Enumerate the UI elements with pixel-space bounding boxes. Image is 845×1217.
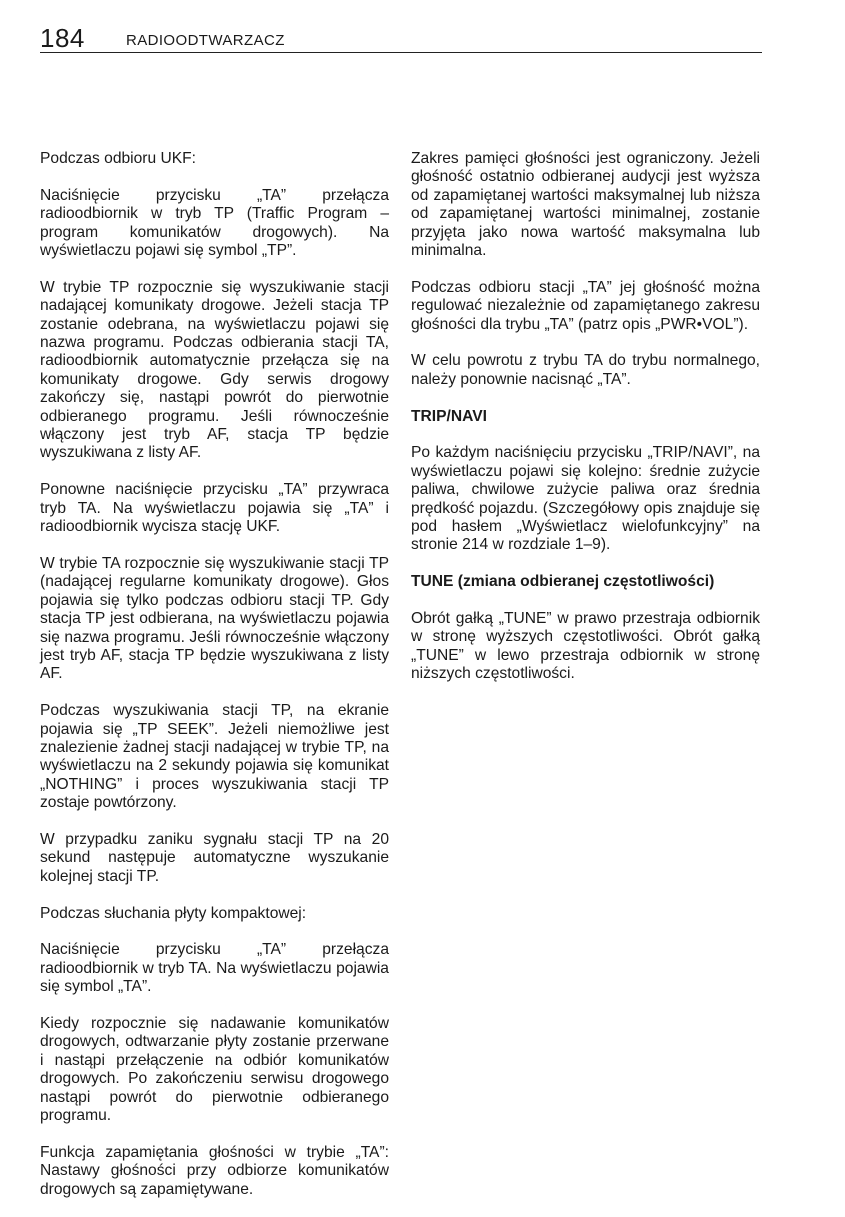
paragraph: Ponowne naciśnięcie przycisku „TA” przywraca tryb TA. Na wyświetlaczu pojawia się „TA” i radioodbiornik wycisza stację UKF. — [40, 481, 389, 536]
paragraph: Podczas wyszukiwania stacji TP, na ekranie pojawia się „TP SEEK”. Jeżeli niemożliwe jest znalezienie żadnej stacji nadającej w trybie TP, na wyświetlaczu na 2 sekundy pojawia się komunikat „NOTHING” i proces wyszukiwania stacji TP zostaje powtórzony. — [40, 702, 389, 812]
paragraph: W trybie TP rozpocznie się wyszukiwanie stacji nadającej komunikaty drogowe. Jeżeli stacja TP zostanie odebrana, na wyświetlaczu pojawi się nazwa programu. Podczas odbierania stacji TA, radioodbiornik automatycznie przełącza się na komunikaty drogowe. Gdy serwis drogowy zakończy się, nastąpi powrót do pierwotnie odbieranego programu. Jeśli równocześnie włączony jest tryb AF, stacja TP będzie wyszukiwana z listy AF. — [40, 278, 389, 462]
paragraph: Podczas odbioru stacji „TA” jej głośność można regulować niezależnie od zapamiętanego zakresu głośności dla trybu „TA” (patrz opis „PWR•VOL”). — [411, 278, 760, 333]
paragraph: Funkcja zapamiętania głośności w trybie „TA”: Nastawy głośności przy odbiorze komunikatów drogowych są zapamiętywane. — [40, 1143, 389, 1198]
paragraph: W trybie TA rozpocznie się wyszukiwanie stacji TP (nadającej regularne komunikaty drogowe). Głos pojawia się tylko podczas odbioru stacji TP. Gdy stacja TP jest odbierana, na wyświetlaczu pojawia się nazwa programu. Jeśli równocześnie włączony jest tryb AF, stacja TP będzie wyszukiwana z listy AF. — [40, 554, 389, 683]
paragraph: Po każdym naciśnięciu przycisku „TRIP/NAVI”, na wyświetlaczu pojawi się kolejno: średnie zużycie paliwa, chwilowe zużycie paliwa oraz średnia prędkość pojazdu. (Szczegółowy opis znajduje się pod hasłem „Wyświetlacz wielofunkcyjny” na stronie 214 w rozdziale 1–9). — [411, 444, 760, 554]
paragraph: Naciśnięcie przycisku „TA” przełącza radioodbiornik w tryb TP (Traffic Program – program komunikatów drogowych). Na wyświetlaczu pojawi się symbol „TP”. — [40, 186, 389, 260]
header-divider — [40, 52, 762, 53]
paragraph: Zakres pamięci głośności jest ograniczony. Jeżeli głośność ostatnio odbieranej audycji jest wyższa od zapamiętanej wartości maksymalnej lub niższa od zapamiętanej wartości minimalnej, zostanie przyjęta jako nowa wartość maksymalna lub minimalna. — [411, 150, 760, 260]
paragraph: Naciśnięcie przycisku „TA” przełącza radioodbiornik w tryb TA. Na wyświetlaczu pojawia się symbol „TA”. — [40, 941, 389, 996]
paragraph: Kiedy rozpocznie się nadawanie komunikatów drogowych, odtwarzanie płyty zostanie przerwane i nastąpi przełączenie na odbiór komunikatów drogowych. Po zakończeniu serwisu drogowego nastąpi powrót do pierwotnie odbieranego programu. — [40, 1014, 389, 1124]
page-header — [40, 24, 762, 52]
section-heading-trip-navi: TRIP/NAVI — [411, 407, 487, 425]
paragraph: Podczas odbioru UKF: — [40, 150, 197, 167]
left-column — [40, 150, 389, 1217]
page-number: 184 — [40, 23, 85, 53]
paragraph: W przypadku zaniku sygnału stacji TP na 20 sekund następuje automatyczne wyszukanie kolejnej stacji TP. — [40, 830, 389, 885]
right-column — [411, 150, 760, 702]
paragraph: W celu powrotu z trybu TA do trybu normalnego, należy ponownie nacisnąć „TA”. — [411, 352, 760, 388]
section-title: RADIOODTWARZACZ — [126, 32, 285, 49]
section-heading-tune: TUNE (zmiana odbieranej częstotliwości) — [411, 573, 715, 591]
paragraph: Podczas słuchania płyty kompaktowej: — [40, 904, 307, 922]
paragraph: Obrót gałką „TUNE” w prawo przestraja odbiornik w stronę wyższych częstotliwości. Obrót gałką „TUNE” w lewo przestraja odbiornik w stronę niższych częstotliwości. — [411, 610, 760, 683]
